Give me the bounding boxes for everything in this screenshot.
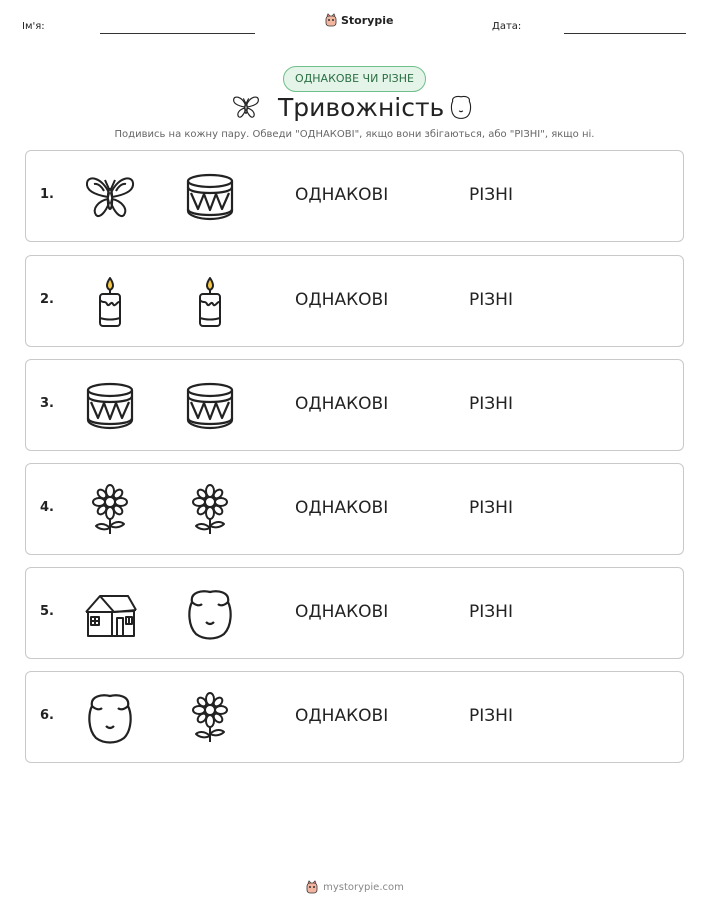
footer: [0, 880, 709, 894]
brand-name: Storypie: [341, 13, 394, 27]
flower-icon: [182, 482, 238, 538]
option-same[interactable]: ОДНАКОВІ: [295, 394, 389, 414]
row-number: 5.: [40, 604, 54, 619]
option-same[interactable]: ОДНАКОВІ: [295, 706, 389, 726]
pair-row-2: [25, 255, 684, 347]
candle-icon: [182, 274, 238, 330]
name-label: Ім'я:: [22, 21, 45, 32]
drum-icon: [182, 378, 238, 434]
row-number: 2.: [40, 292, 54, 307]
option-different[interactable]: РІЗНІ: [469, 602, 513, 622]
face-icon: [182, 586, 238, 642]
page-title: Тривожність: [278, 93, 445, 122]
face-icon: [448, 94, 474, 120]
row-number: 1.: [40, 187, 54, 202]
date-label: Дата:: [492, 21, 522, 32]
pair-row-1: [25, 150, 684, 242]
butterfly-icon: [82, 169, 138, 225]
row-number: 3.: [40, 396, 54, 411]
pair-row-6: [25, 671, 684, 763]
worksheet-header: [0, 0, 709, 50]
option-different[interactable]: РІЗНІ: [469, 290, 513, 310]
activity-badge: ОДНАКОВЕ ЧИ РІЗНЕ: [283, 66, 426, 92]
house-icon: [82, 586, 138, 642]
instructions: Подивись на кожну пару. Обведи "ОДНАКОВІ", якщо вони збігаються, або "РІЗНІ", якщо ні.: [114, 129, 595, 140]
storypie-mascot-icon: [324, 13, 338, 27]
row-number: 6.: [40, 708, 54, 723]
drum-icon: [82, 378, 138, 434]
row-number: 4.: [40, 500, 54, 515]
option-different[interactable]: РІЗНІ: [469, 394, 513, 414]
candle-icon: [82, 274, 138, 330]
pair-row-3: [25, 359, 684, 451]
drum-icon: [182, 169, 238, 225]
option-same[interactable]: ОДНАКОВІ: [295, 602, 389, 622]
flower-icon: [82, 482, 138, 538]
option-different[interactable]: РІЗНІ: [469, 706, 513, 726]
option-same[interactable]: ОДНАКОВІ: [295, 498, 389, 518]
brand-logo: [324, 13, 393, 27]
option-different[interactable]: РІЗНІ: [469, 185, 513, 205]
storypie-mascot-icon: [305, 880, 319, 894]
name-line: [100, 33, 255, 34]
flower-icon: [182, 690, 238, 746]
face-icon: [82, 690, 138, 746]
pair-row-5: [25, 567, 684, 659]
pair-row-4: [25, 463, 684, 555]
butterfly-icon: [230, 92, 262, 122]
footer-url: mystorypie.com: [323, 881, 404, 893]
option-different[interactable]: РІЗНІ: [469, 498, 513, 518]
option-same[interactable]: ОДНАКОВІ: [295, 290, 389, 310]
date-line: [564, 33, 686, 34]
option-same[interactable]: ОДНАКОВІ: [295, 185, 389, 205]
